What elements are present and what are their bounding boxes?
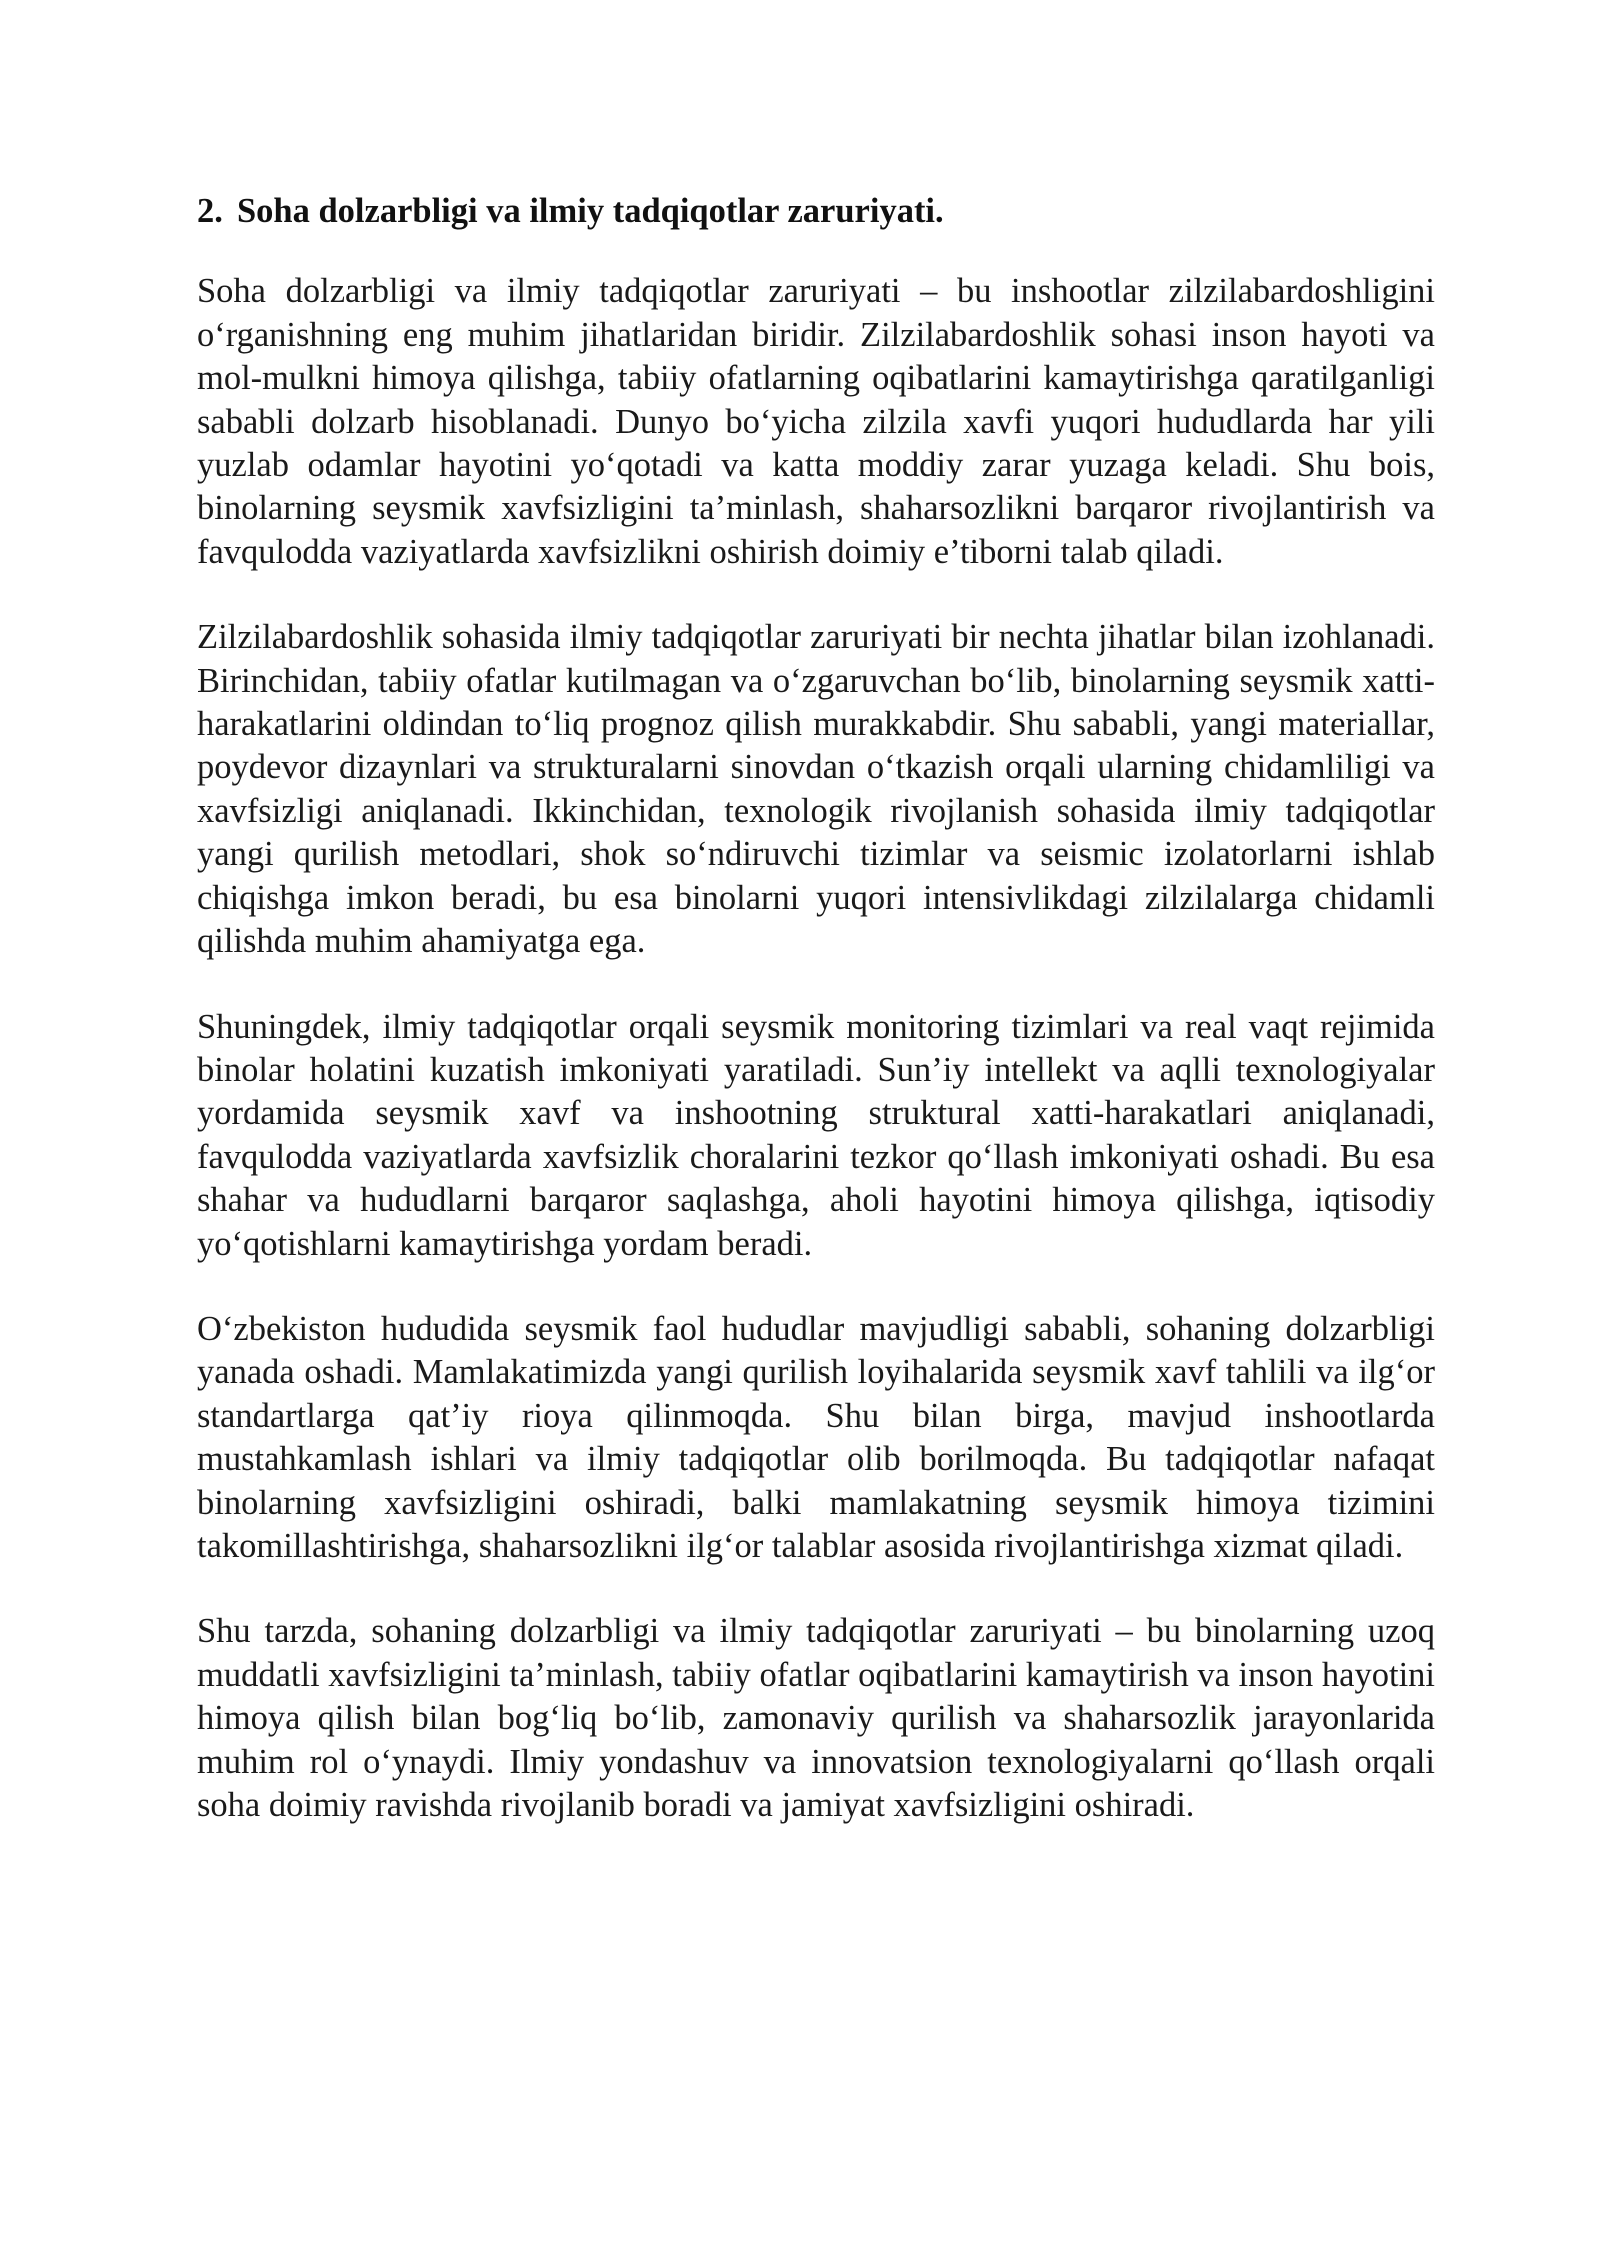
document-body: [197, 190, 1435, 1869]
paragraph-5: Shu tarzda, sohaning dolzarbligi va ilmiy tadqiqotlar zaruriyati – bu binolarning uzoq muddatli xavfsizligini ta’minlash, tabiiy ofatlar oqibatlarini kamaytirish va inson hayotini himoya qilish bilan bog‘liq bo‘lib, zamonaviy qurilish va shaharsozlik jarayonlarida muhim rol o‘ynaydi. Ilmiy yondashuv va innovatsion texnologiyalarni qo‘llash orqali soha doimiy ravishda rivojlanib boradi va jamiyat xavfsizligini oshiradi.: [197, 1612, 1435, 1824]
section-heading: [197, 190, 1435, 233]
paragraph-1: Soha dolzarbligi va ilmiy tadqiqotlar zaruriyati – bu inshootlar zilzilabardoshligini o‘rganishning eng muhim jihatlaridan biridir. Zilzilabardoshlik sohasi inson hayoti va mol-mulkni himoya qilishga, tabiiy ofatlarning oqibatlarini kamaytirishga qaratilganligi sababli dolzarb hisoblanadi. Dunyo bo‘yicha zilzila xavfi yuqori hududlarda har yili yuzlab odamlar hayotini yo‘qotadi va katta moddiy zarar yuzaga keladi. Shu bois, binolarning seysmik xavfsizligini ta’minlash, shaharsozlikni barqaror rivojlantirish va favqulodda vaziyatlarda xavfsizlikni oshirish doimiy e’tiborni talab qiladi.: [197, 272, 1435, 571]
section-number: 2.: [197, 192, 223, 230]
paragraph-2: Zilzilabardoshlik sohasida ilmiy tadqiqotlar zaruriyati bir nechta jihatlar bilan izohlanadi. Birinchidan, tabiiy ofatlar kutilmagan va o‘zgaruvchan bo‘lib, binolarning seysmik xatti-harakatlarini oldindan to‘liq prognoz qilish murakkabdir. Shu sababli, yangi materiallar, poydevor dizaynlari va strukturalarni sinovdan o‘tkazish orqali ularning chidamliligi va xavfsizligi aniqlanadi. Ikkinchidan, texnologik rivojlanish sohasida ilmiy tadqiqotlar yangi qurilish metodlari, shok so‘ndiruvchi tizimlar va seismic izolatorlarni ishlab chiqishga imkon beradi, bu esa binolarni yuqori intensivlikdagi zilzilalarga chidamli qilishda muhim ahamiyatga ega.: [197, 618, 1435, 961]
section-title: Soha dolzarbligi va ilmiy tadqiqotlar zaruriyati.: [237, 192, 944, 230]
paragraph-3: Shuningdek, ilmiy tadqiqotlar orqali seysmik monitoring tizimlari va real vaqt rejimida binolar holatini kuzatish imkoniyati yaratiladi. Sun’iy intellekt va aqlli texnologiyalar yordamida seysmik xavf va inshootning struktural xatti-harakatlari aniqlanadi, favqulodda vaziyatlarda xavfsizlik choralarini tezkor qo‘llash imkoniyati oshadi. Bu esa shahar va hududlarni barqaror saqlashga, aholi hayotini himoya qilishga, iqtisodiy yo‘qotishlarni kamaytirishga yordam beradi.: [197, 1007, 1435, 1263]
paragraph-4: O‘zbekiston hududida seysmik faol hududlar mavjudligi sababli, sohaning dolzarbligi yanada oshadi. Mamlakatimizda yangi qurilish loyihalarida seysmik xavf tahlili va ilg‘or standartlarga qat’iy rioya qilinmoqda. Shu bilan birga, mavjud inshootlarda mustahkamlash ishlari va ilmiy tadqiqotlar olib borilmoqda. Bu tadqiqotlar nafaqat binolarning xavfsizligini oshiradi, balki mamlakatning seysmik himoya tizimini takomillashtirishga, shaharsozlikni ilg‘or talablar asosida rivojlantirishga xizmat qiladi.: [197, 1309, 1435, 1565]
